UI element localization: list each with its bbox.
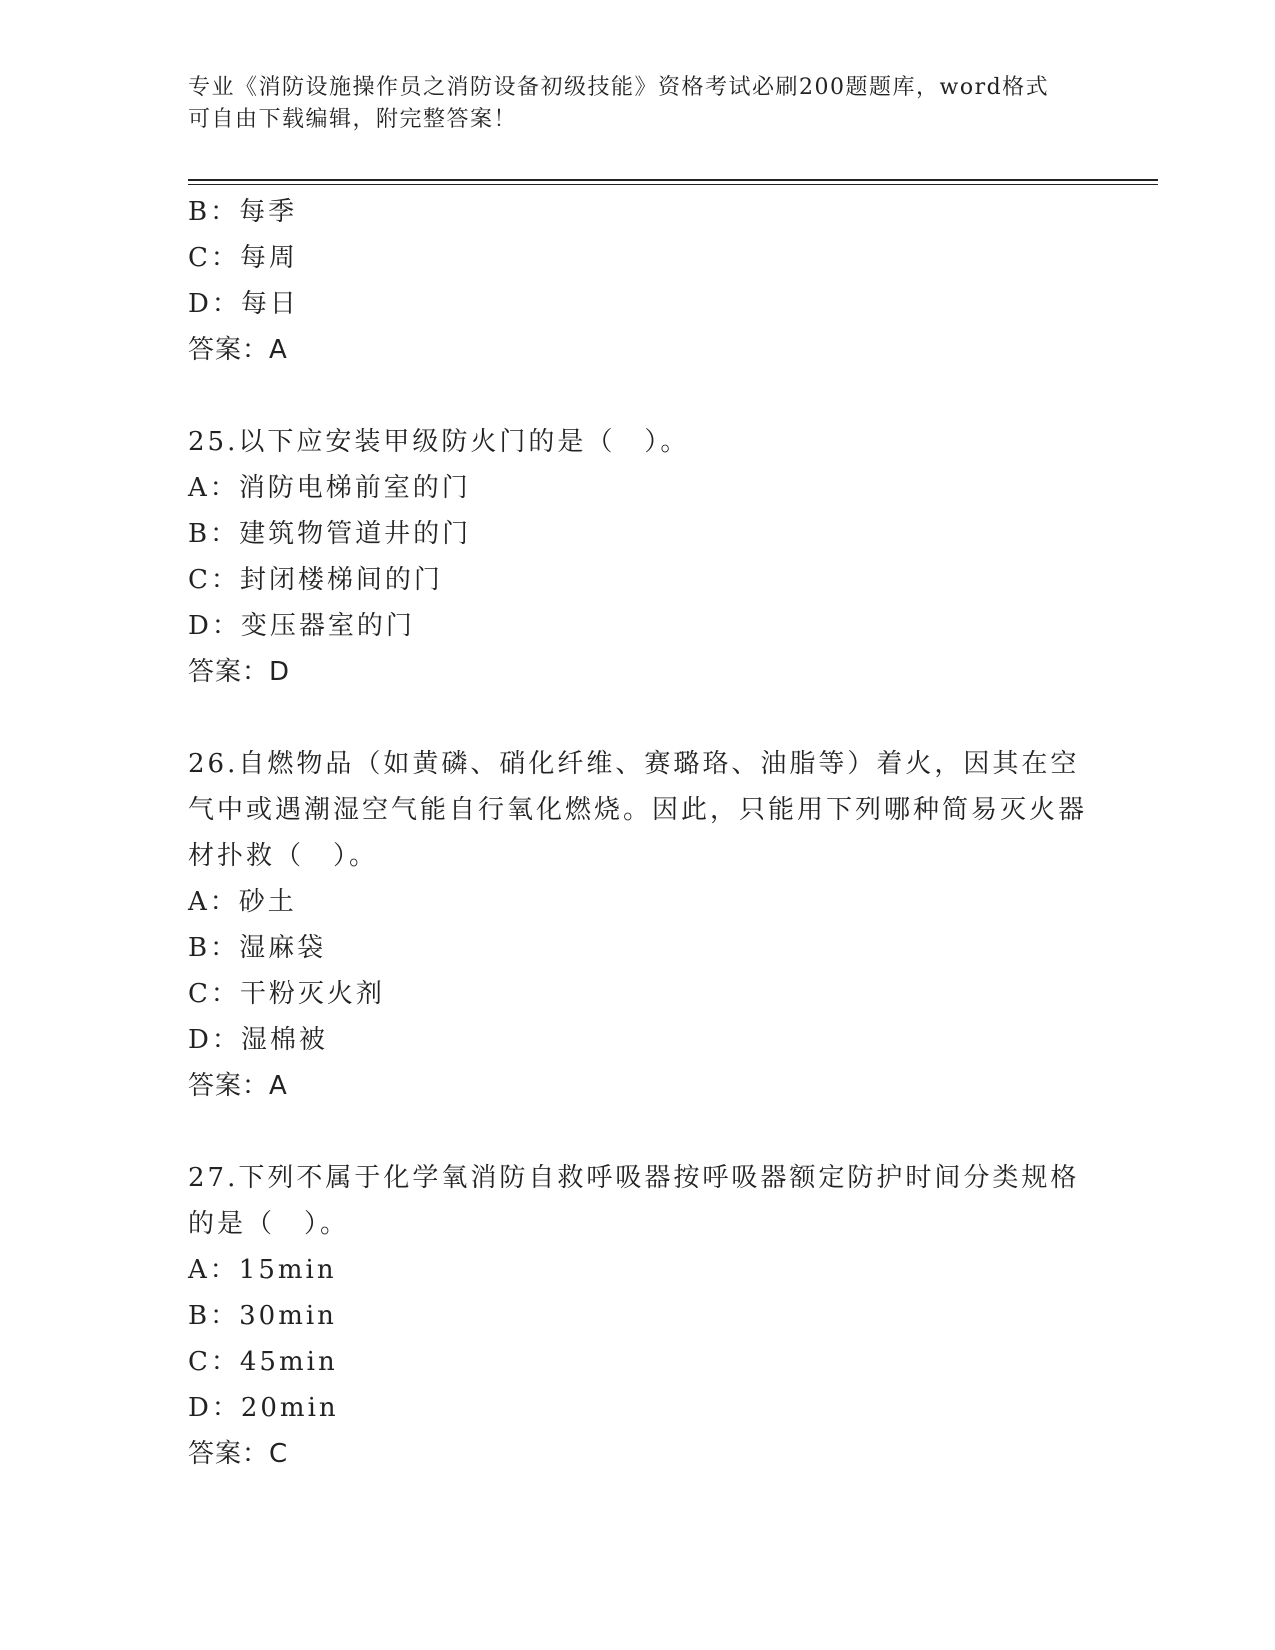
option-a: A：15min	[188, 1255, 337, 1285]
option-a: A：消防电梯前室的门	[188, 473, 471, 503]
answer: 答案：A	[188, 1071, 288, 1101]
option-d: D：20min	[188, 1393, 339, 1423]
document-header: 专业《消防设施操作员之消防设备初级技能》资格考试必刷200题题库，word格式可自由下载编辑，附完整答案！	[188, 75, 1050, 132]
header-rule-thin	[188, 184, 1158, 185]
option-c: C：45min	[188, 1347, 338, 1377]
question-text: 27.下列不属于化学氧消防自救呼吸器按呼吸器额定防护时间分类规格的是（ ）。	[188, 1163, 1080, 1239]
option-b: B：30min	[188, 1301, 337, 1331]
answer: 答案：D	[188, 657, 291, 687]
option-d: D：湿棉被	[188, 1025, 328, 1055]
question-27	[188, 1155, 1088, 1477]
option-c: C：封闭楼梯间的门	[188, 565, 443, 595]
option-d: D：变压器室的门	[188, 611, 415, 641]
question-text: 26.自燃物品（如黄磷、硝化纤维、赛璐珞、油脂等）着火，因其在空气中或遇潮湿空气能自行氧化燃烧。因此，只能用下列哪种简易灭火器材扑救（ ）。	[188, 749, 1088, 871]
question-text: 25.以下应安装甲级防火门的是（ ）。	[188, 427, 690, 457]
option-d: D：每日	[188, 289, 299, 319]
option-c: C：每周	[188, 243, 298, 273]
header-rule-thick	[188, 179, 1158, 181]
option-b: B：建筑物管道井的门	[188, 519, 472, 549]
option-c: C：干粉灭火剂	[188, 979, 385, 1009]
question-content	[188, 189, 1088, 1477]
question-26	[188, 741, 1088, 1109]
answer: 答案：C	[188, 1439, 289, 1469]
option-b: B：每季	[188, 197, 298, 227]
answer: 答案：A	[188, 335, 288, 365]
option-a: A：砂土	[188, 887, 297, 917]
previous-question-tail	[188, 189, 1088, 373]
option-b: B：湿麻袋	[188, 933, 327, 963]
question-25	[188, 419, 1088, 695]
